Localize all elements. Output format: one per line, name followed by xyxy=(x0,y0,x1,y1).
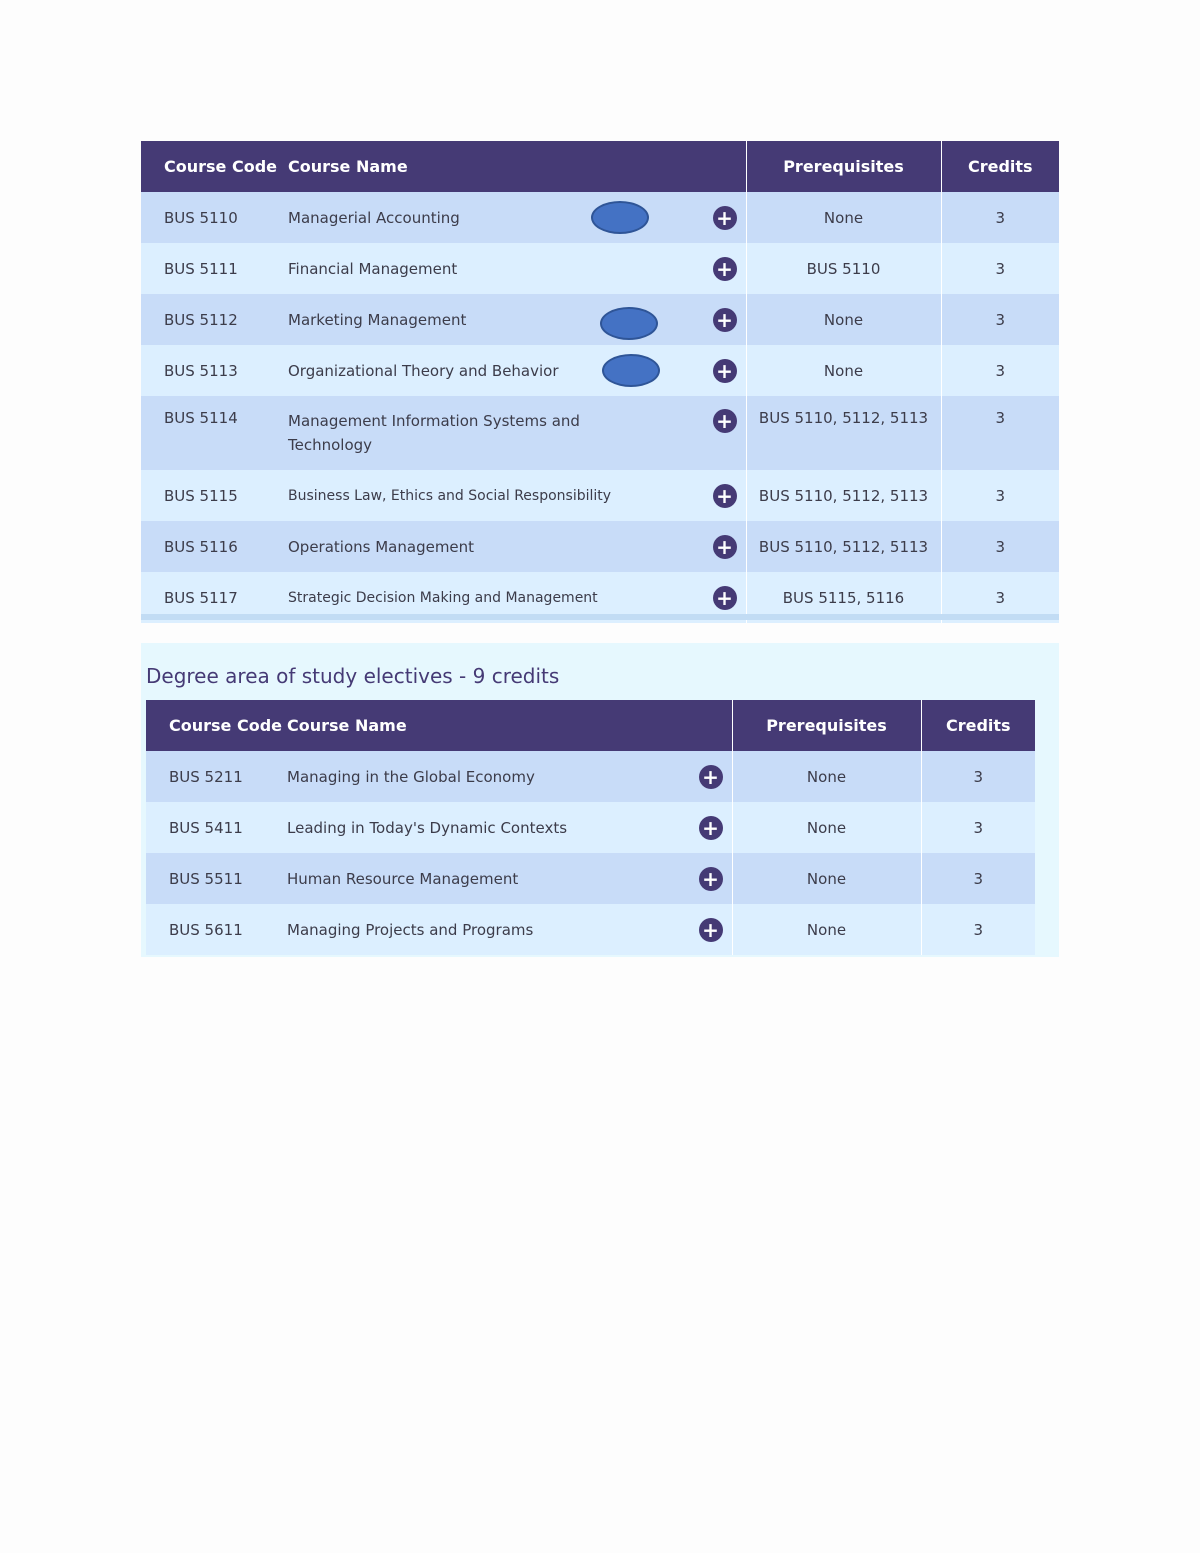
table-row xyxy=(146,904,1035,955)
plus-circle-icon[interactable]: + xyxy=(699,918,723,942)
course-credits: 3 xyxy=(941,572,1059,623)
table-row xyxy=(146,751,1035,802)
course-credits: 3 xyxy=(921,751,1035,802)
course-code: BUS 5411 xyxy=(146,802,287,853)
course-name: Managing in the Global Economy xyxy=(287,767,535,786)
course-name: Managerial Accounting xyxy=(288,208,460,227)
course-name-cell xyxy=(288,243,746,294)
plus-circle-icon[interactable]: + xyxy=(713,257,737,281)
table-row xyxy=(141,521,1059,572)
course-credits: 3 xyxy=(941,470,1059,521)
course-code-text: BUS 5114 xyxy=(164,409,238,427)
course-prereq: None xyxy=(746,192,941,243)
course-name: Managing Projects and Programs xyxy=(287,920,534,939)
table-row xyxy=(141,345,1059,396)
course-credits: 3 xyxy=(941,521,1059,572)
plus-circle-icon[interactable]: + xyxy=(699,867,723,891)
course-code: BUS 5110 xyxy=(141,192,288,243)
course-code: BUS 5611 xyxy=(146,904,287,955)
course-name-cell xyxy=(288,345,746,396)
table-row xyxy=(146,802,1035,853)
course-prereq: BUS 5110, 5112, 5113 xyxy=(746,521,941,572)
course-code: BUS 5113 xyxy=(141,345,288,396)
plus-circle-icon[interactable]: + xyxy=(713,409,737,433)
course-name: Business Law, Ethics and Social Responsibility xyxy=(288,487,612,504)
plus-circle-icon[interactable]: + xyxy=(713,535,737,559)
course-code: BUS 5115 xyxy=(141,470,288,521)
course-code: BUS 5211 xyxy=(146,751,287,802)
course-name: Leading in Today's Dynamic Contexts xyxy=(287,818,568,837)
course-credits: 3 xyxy=(941,345,1059,396)
electives-table xyxy=(146,700,1035,955)
course-credits: 3 xyxy=(921,802,1035,853)
course-credits: 3 xyxy=(921,904,1035,955)
course-prereq: BUS 5115, 5116 xyxy=(746,572,941,623)
col-prerequisites: Prerequisites xyxy=(746,141,941,192)
course-name-cell xyxy=(288,294,746,345)
col-credits: Credits xyxy=(921,700,1035,751)
course-prereq: None xyxy=(746,345,941,396)
plus-circle-icon[interactable]: + xyxy=(713,359,737,383)
table-bottom-bar xyxy=(141,614,1059,620)
course-prereq: None xyxy=(732,904,921,955)
course-name: Marketing Management xyxy=(288,310,467,329)
table-row xyxy=(146,853,1035,904)
course-code: BUS 5117 xyxy=(141,572,288,623)
highlight-mark xyxy=(600,307,658,340)
course-code xyxy=(141,396,288,470)
plus-circle-icon[interactable]: + xyxy=(713,308,737,332)
course-credits: 3 xyxy=(941,243,1059,294)
course-name-cell xyxy=(288,396,746,470)
highlight-mark xyxy=(591,201,649,234)
course-credits xyxy=(941,396,1059,470)
course-prereq: None xyxy=(732,802,921,853)
course-name-cell xyxy=(287,853,732,904)
table-row xyxy=(141,470,1059,521)
col-course-name: Course Name xyxy=(287,700,732,751)
plus-circle-icon[interactable]: + xyxy=(699,765,723,789)
course-name-cell xyxy=(288,521,746,572)
course-prereq-text: BUS 5110, 5112, 5113 xyxy=(758,409,929,427)
course-credits: 3 xyxy=(941,192,1059,243)
course-name: Management Information Systems and Technology xyxy=(288,412,580,454)
col-prerequisites: Prerequisites xyxy=(732,700,921,751)
course-name: Financial Management xyxy=(288,259,458,278)
plus-circle-icon[interactable]: + xyxy=(713,484,737,508)
course-prereq: BUS 5110, 5112, 5113 xyxy=(746,470,941,521)
course-name-cell xyxy=(288,192,746,243)
course-name-cell xyxy=(287,751,732,802)
table-row xyxy=(141,243,1059,294)
course-credits-text: 3 xyxy=(995,409,1006,427)
course-name-cell xyxy=(287,802,732,853)
course-prereq xyxy=(746,396,941,470)
course-name: Strategic Decision Making and Management xyxy=(288,589,598,606)
course-prereq: None xyxy=(732,853,921,904)
course-prereq: BUS 5110 xyxy=(746,243,941,294)
electives-title: Degree area of study electives - 9 credits xyxy=(146,664,560,688)
highlight-mark xyxy=(602,354,660,387)
col-credits: Credits xyxy=(941,141,1059,192)
course-prereq: None xyxy=(746,294,941,345)
col-course-code: Course Code xyxy=(146,700,287,751)
course-name: Operations Management xyxy=(288,537,475,556)
plus-circle-icon[interactable]: + xyxy=(713,586,737,610)
course-name: Human Resource Management xyxy=(287,869,519,888)
course-name: Organizational Theory and Behavior xyxy=(288,361,559,380)
course-code: BUS 5111 xyxy=(141,243,288,294)
course-credits: 3 xyxy=(941,294,1059,345)
course-code: BUS 5511 xyxy=(146,853,287,904)
col-course-name: Course Name xyxy=(288,141,746,192)
course-credits: 3 xyxy=(921,853,1035,904)
plus-circle-icon[interactable]: + xyxy=(699,816,723,840)
col-course-code: Course Code xyxy=(141,141,288,192)
course-name-cell xyxy=(287,904,732,955)
table-header-row xyxy=(141,141,1059,192)
table-header-row xyxy=(146,700,1035,751)
plus-circle-icon[interactable]: + xyxy=(713,206,737,230)
course-code: BUS 5116 xyxy=(141,521,288,572)
course-prereq: None xyxy=(732,751,921,802)
course-name-cell xyxy=(288,470,746,521)
course-code: BUS 5112 xyxy=(141,294,288,345)
table-row xyxy=(141,396,1059,470)
